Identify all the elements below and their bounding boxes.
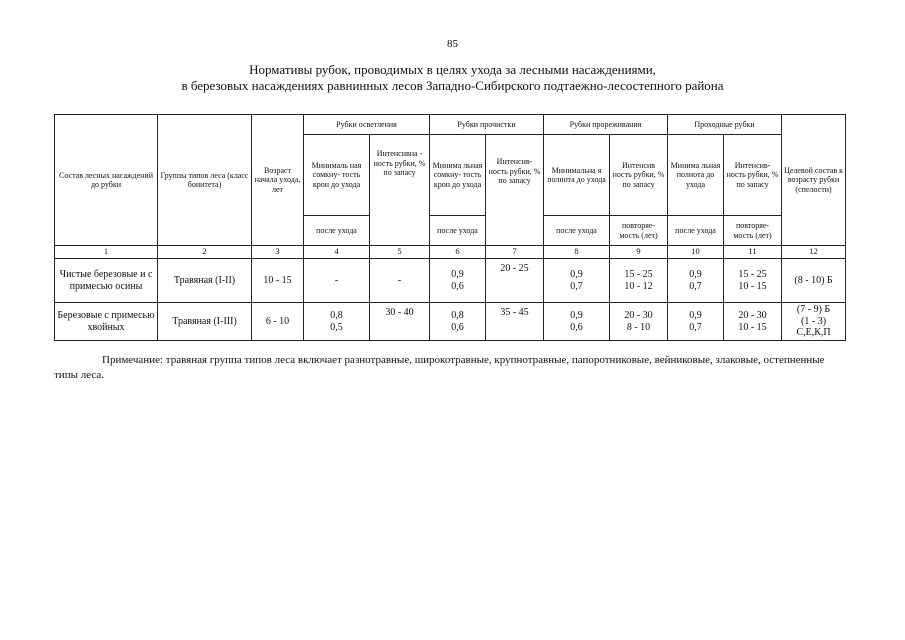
header-prohod-repeat: повторяе- мость (лет) xyxy=(724,216,782,246)
column-number: 12 xyxy=(782,246,846,259)
header-prorezh-repeat: повторяе- мость (лет) xyxy=(610,216,668,246)
header-prorezh-after: после ухода xyxy=(544,216,610,246)
cell-value: 0,8 xyxy=(330,310,343,321)
cell-value: 0,6 xyxy=(451,321,464,333)
cell-value: 10 - 12 xyxy=(624,280,653,292)
header-group-prorezhivanie: Рубки прореживания xyxy=(544,115,668,135)
cell-value: 10 - 15 xyxy=(738,321,767,333)
header-composition: Состав лесных насаждений до рубки xyxy=(55,115,158,246)
header-group-prochistka: Рубки прочистки xyxy=(430,115,544,135)
cell-start-age: 10 - 15 xyxy=(252,259,304,303)
cell-value: 0,9 xyxy=(689,269,702,280)
cell-proch-min xyxy=(430,303,486,341)
cell-prorezh-min xyxy=(544,303,610,341)
header-osv-intensity: Интенсивна - ность рубки, % по запасу xyxy=(370,135,430,246)
header-proch-intensity: Интенсив- ность рубки, % по запасу xyxy=(486,135,544,246)
cell-value: 0,6 xyxy=(451,280,464,292)
header-group-prohodnye: Проходные рубки xyxy=(668,115,782,135)
cell-value: 0,7 xyxy=(689,321,702,333)
header-prohod-after: после ухода xyxy=(668,216,724,246)
cell-composition: Чистые березовые и с примесью осины xyxy=(55,259,158,303)
column-number: 9 xyxy=(610,246,668,259)
table-note: Примечание: травяная группа типов леса включает разнотравные, широкотравные, крупнотравные, папоротниковые, вейниковые, злаковые, остепненные типы леса. xyxy=(54,354,825,381)
norms-table xyxy=(54,114,846,341)
cell-value: 0,9 xyxy=(451,269,464,280)
cell-value: 0,9 xyxy=(570,269,583,280)
column-number: 7 xyxy=(486,246,544,259)
column-number: 3 xyxy=(252,246,304,259)
cell-prorezh-min xyxy=(544,259,610,303)
header-prorezh-intensity: Интенсив ность рубки, % по запасу xyxy=(610,135,668,216)
header-osv-min-density: Минималь ная сомкну- тость крон до ухода xyxy=(304,135,370,216)
header-start-age: Возраст начала ухода, лет xyxy=(252,115,304,246)
cell-target: (8 - 10) Б xyxy=(782,259,846,303)
column-number: 6 xyxy=(430,246,486,259)
cell-composition: Березовые с примесью хвойных xyxy=(55,303,158,341)
cell-prohod-min xyxy=(668,259,724,303)
cell-start-age: 6 - 10 xyxy=(252,303,304,341)
cell-value: 0,5 xyxy=(330,321,343,333)
header-target-composition: Целевой состав к возрасту рубки (спелости) xyxy=(782,115,846,246)
cell-value: 0,7 xyxy=(570,280,583,292)
cell-value: 0,8 xyxy=(451,310,464,321)
cell-forest-type: Травяная (I-II) xyxy=(158,259,252,303)
cell-value: 0,9 xyxy=(689,310,702,321)
page-title-line-1: Нормативы рубок, проводимых в целях ухода за лесными насаждениями, xyxy=(249,62,656,77)
header-prohod-min-fullness: Минима льная полнота до ухода xyxy=(668,135,724,216)
header-osv-after: после ухода xyxy=(304,216,370,246)
column-number: 2 xyxy=(158,246,252,259)
cell-value: 15 - 25 xyxy=(738,269,767,280)
cell-target xyxy=(782,303,846,341)
cell-value: 15 - 25 xyxy=(624,269,653,280)
table-row xyxy=(55,259,846,303)
cell-value: С,Е,К,П xyxy=(796,327,831,339)
cell-value: 10 - 15 xyxy=(738,280,767,292)
cell-prorezh-intensity xyxy=(610,303,668,341)
cell-osv-intensity: 30 - 40 xyxy=(370,303,430,341)
cell-value: (7 - 9) Б xyxy=(796,304,831,316)
cell-proch-intensity: 20 - 25 xyxy=(486,259,544,303)
header-forest-type: Группы типов леса (класс бонитета) xyxy=(158,115,252,246)
cell-prorezh-intensity xyxy=(610,259,668,303)
page-number: 85 xyxy=(447,38,458,50)
table-row xyxy=(55,303,846,341)
cell-forest-type: Травяная (I-III) xyxy=(158,303,252,341)
cell-value: 0,6 xyxy=(570,321,583,333)
header-proch-min-density: Минима льная сомкну- тость крон до ухода xyxy=(430,135,486,216)
cell-prohod-intensity xyxy=(724,259,782,303)
header-prorezh-min-fullness: Минимальна я полнота до ухода xyxy=(544,135,610,216)
column-number: 8 xyxy=(544,246,610,259)
column-number: 4 xyxy=(304,246,370,259)
cell-value: 0,9 xyxy=(570,310,583,321)
cell-osv-min: - xyxy=(304,259,370,303)
column-number: 5 xyxy=(370,246,430,259)
header-group-osvetlenie: Рубки осветления xyxy=(304,115,430,135)
cell-proch-intensity: 35 - 45 xyxy=(486,303,544,341)
header-group-row xyxy=(55,115,846,135)
column-number-row xyxy=(55,246,846,259)
column-number: 10 xyxy=(668,246,724,259)
header-prohod-intensity: Интенсив- ность рубки, % по запасу xyxy=(724,135,782,216)
cell-proch-min xyxy=(430,259,486,303)
column-number: 1 xyxy=(55,246,158,259)
page-title-line-2: в березовых насаждениях равнинных лесов Западно-Сибирского подтаежно-лесостепного района xyxy=(181,78,724,93)
header-proch-after: после ухода xyxy=(430,216,486,246)
cell-value: 0,7 xyxy=(689,280,702,292)
cell-prohod-intensity xyxy=(724,303,782,341)
cell-value: 20 - 30 xyxy=(624,310,653,321)
cell-osv-intensity: - xyxy=(370,259,430,303)
cell-value: 8 - 10 xyxy=(626,321,651,333)
cell-value: 20 - 30 xyxy=(738,310,767,321)
cell-osv-min xyxy=(304,303,370,341)
column-number: 11 xyxy=(724,246,782,259)
cell-value: (1 - 3) xyxy=(801,315,827,327)
cell-prohod-min xyxy=(668,303,724,341)
